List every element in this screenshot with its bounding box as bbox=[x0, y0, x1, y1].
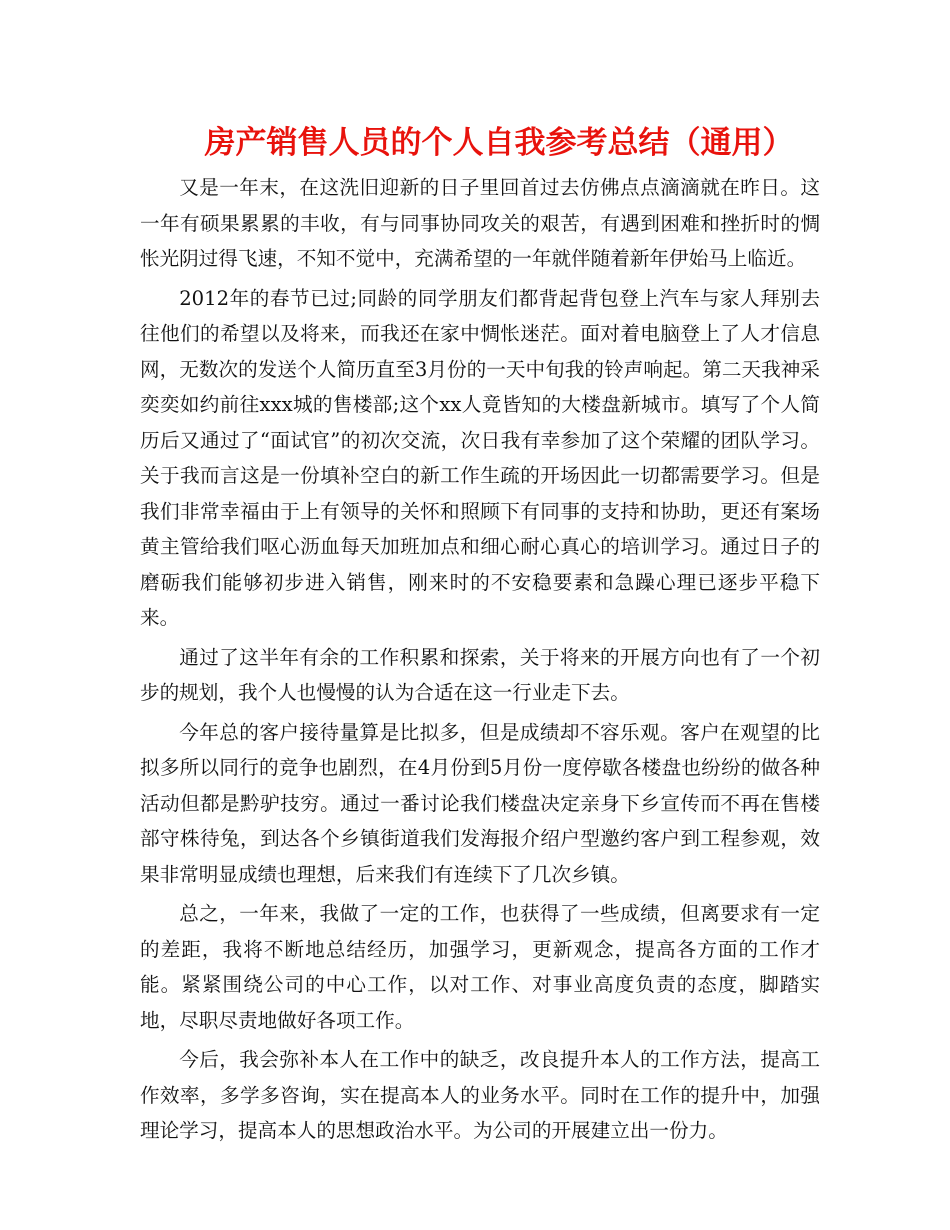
paragraph-6: 今后，我会弥补本人在工作中的缺乏，改良提升本人的工作方法，提高工作效率，多学多咨询，实在提高本人的业务水平。同时在工作的提升中，加强理论学习，提高本人的思想政治水平。为公司的开展建立出一份力。 bbox=[140, 1048, 820, 1142]
paragraph-5: 总之，一年来，我做了一定的工作，也获得了一些成绩，但离要求有一定的差距，我将不断地总结经历，加强学习，更新观念，提高各方面的工作才能。紧紧围绕公司的中心工作，以对工作、对事业高度负责的态度，脚踏实地，尽职尽责地做好各项工作。 bbox=[140, 902, 820, 1032]
paragraph-1: 又是一年末，在这洗旧迎新的日子里回首过去仿佛点点滴滴就在昨日。这一年有硕果累累的丰收，有与同事协同攻关的艰苦，有遇到困难和挫折时的惆怅光阴过得飞速，不知不觉中，充满希望的一年就伴随着新年伊始马上临近。 bbox=[140, 176, 820, 270]
document-page bbox=[140, 118, 820, 1153]
document-title: 房产销售人员的个人自我参考总结（通用） bbox=[204, 125, 794, 161]
paragraph-2: 2012年的春节已过;同龄的同学朋友们都背起背包登上汽车与家人拜别去往他们的希望以及将来，而我还在家中惆怅迷茫。面对着电脑登上了人才信息网，无数次的发送个人简历直至3月份的一天中旬我的铃声响起。第二天我神采奕奕如约前往xxx城的售楼部;这个xx人竟皆知的大楼盘新城市。填写了个人简历后又通过了“面试官”的初次交流，次日我有幸参加了这个荣耀的团队学习。关于我而言这是一份填补空白的新工作生疏的开场因此一切都需要学习。但是我们非常幸福由于上有领导的关怀和照顾下有同事的支持和协助，更还有案场黄主管给我们呕心沥血每天加班加点和细心耐心真心的培训学习。通过日子的磨砺我们能够初步进入销售，刚来时的不安稳要素和急躁心理已逐步平稳下来。 bbox=[140, 286, 820, 629]
paragraph-4: 今年总的客户接待量算是比拟多，但是成绩却不容乐观。客户在观望的比拟多所以同行的竞争也剧烈，在4月份到5月份一度停歇各楼盘也纷纷的做各种活动但都是黔驴技穷。通过一番讨论我们楼盘决定亲身下乡宣传而不再在售楼部守株待兔，到达各个乡镇街道我们发海报介绍户型邀约客户到工程参观，效果非常明显成绩也理想，后来我们有连续下了几次乡镇。 bbox=[140, 720, 820, 886]
paragraph-3: 通过了这半年有余的工作积累和探索，关于将来的开展方向也有了一个初步的规划，我个人也慢慢的认为合适在这一行业走下去。 bbox=[140, 645, 820, 704]
